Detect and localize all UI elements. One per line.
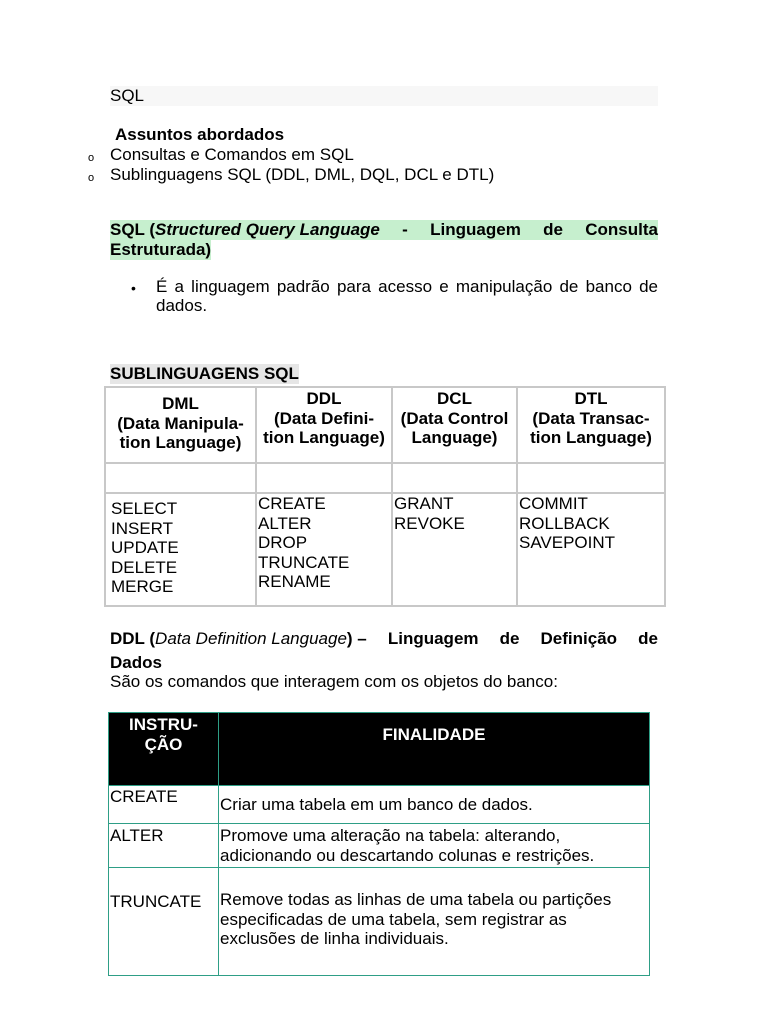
column-header-dml <box>105 387 256 463</box>
column-header-finalidade: FINALIDADE <box>219 713 650 786</box>
column-desc: tion Language) <box>119 433 242 452</box>
list-item: Sublinguagens SQL (DDL, DML, DQL, DCL e DTL) <box>110 165 495 184</box>
ddl-english-name: Data Definition Language <box>155 629 347 648</box>
sublanguages-table <box>104 386 666 607</box>
instr-cell: CREATE <box>109 786 219 824</box>
ddl-commands-cell <box>256 493 392 606</box>
ddl-open-paren: ( <box>149 629 156 648</box>
command-item: DELETE <box>111 557 178 577</box>
command-item: COMMIT <box>519 494 588 513</box>
column-desc: tion Language) <box>530 428 652 447</box>
purpose-line: Remove todas as linhas de uma tabela ou partições <box>220 890 612 909</box>
sql-estruturada: Estruturada) <box>110 240 212 259</box>
purpose-line: Criar uma tabela em um banco de dados. <box>220 795 533 814</box>
sql-term: SQL <box>110 220 145 239</box>
column-header-ddl <box>256 387 392 463</box>
ddl-close-dash: ) – <box>346 629 367 648</box>
ddl-dados: Dados <box>110 653 162 672</box>
ddl-instructions-table <box>108 712 650 976</box>
command-item: RENAME <box>258 572 331 591</box>
command-item: REVOKE <box>394 513 465 533</box>
purpose-line: exclusões de linha individuais. <box>220 929 449 948</box>
ddl-word-de: de <box>638 629 658 648</box>
column-header-dcl <box>392 387 517 463</box>
column-name: DCL <box>437 389 472 408</box>
sql-word-linguagem: Linguagem <box>430 220 521 239</box>
page-title: SQL <box>110 86 658 106</box>
command-item: DROP <box>258 533 308 552</box>
dcl-commands-cell <box>392 493 517 606</box>
ddl-word-definicao: Definição <box>540 629 618 648</box>
table-row <box>109 824 650 868</box>
ddl-heading-lead <box>110 627 367 651</box>
sublanguages-heading: SUBLINGUAGENS SQL <box>110 364 299 383</box>
command-item: MERGE <box>111 577 174 596</box>
command-item: ALTER <box>258 513 312 533</box>
ddl-term: DDL <box>110 629 145 648</box>
instr-cell: TRUNCATE <box>109 868 219 976</box>
command-item: CREATE <box>258 494 326 513</box>
column-header-instrucao <box>109 713 219 786</box>
sql-open-paren: ( <box>149 220 156 239</box>
purpose-cell <box>219 824 650 868</box>
sql-definition-heading <box>110 220 658 260</box>
dtl-commands-cell <box>517 493 665 606</box>
purpose-line: especificadas de uma tabela, sem registrar as <box>220 909 567 929</box>
column-name: DDL <box>306 389 342 408</box>
command-item: TRUNCATE <box>258 552 350 572</box>
purpose-line: Promove uma alteração na tabela: alterando, <box>220 826 561 845</box>
column-desc: (Data Manipula- <box>117 413 244 433</box>
header-text: ÇÃO <box>144 734 183 754</box>
ddl-intro: São os comandos que interagem com os objetos do banco: <box>110 672 558 691</box>
list-bullet: • <box>131 280 136 296</box>
table-row <box>109 786 650 824</box>
instr-cell: ALTER <box>109 824 219 868</box>
column-desc: tion Language) <box>263 428 385 447</box>
column-header-dtl <box>517 387 665 463</box>
column-desc: (Data Transac- <box>532 408 650 428</box>
command-item: SAVEPOINT <box>519 533 616 552</box>
command-item: INSERT <box>111 518 174 538</box>
sql-word-consulta: Consulta <box>585 220 658 239</box>
command-item: GRANT <box>394 494 454 513</box>
sql-english-name: Structured Query Language <box>155 220 380 239</box>
table-row <box>105 463 665 493</box>
table-cell <box>517 463 665 493</box>
table-row <box>105 387 665 463</box>
ddl-heading <box>110 627 658 675</box>
purpose-cell <box>219 868 650 976</box>
table-row <box>109 868 650 976</box>
purpose-cell <box>219 786 650 824</box>
ddl-word-linguagem: Linguagem <box>387 629 479 648</box>
sql-description: É a linguagem padrão para acesso e manipulação de banco de dados. <box>156 277 658 315</box>
table-cell <box>256 463 392 493</box>
header-text: INSTRU- <box>129 715 198 734</box>
dml-commands-cell <box>105 493 256 606</box>
sql-dash: - <box>402 220 408 239</box>
purpose-line: adicionando ou descartando colunas e restrições. <box>220 845 595 865</box>
column-name: DTL <box>574 389 608 408</box>
list-item: Consultas e Comandos em SQL <box>110 145 354 164</box>
command-item: SELECT <box>111 499 178 518</box>
table-header-row <box>109 713 650 786</box>
subjects-heading: Assuntos abordados <box>115 125 285 144</box>
table-row <box>105 493 665 606</box>
table-cell <box>392 463 517 493</box>
column-desc: (Data Defini- <box>273 408 375 428</box>
list-bullet: o <box>88 152 95 164</box>
sql-word-de: de <box>543 220 563 239</box>
ddl-word-de: de <box>499 629 520 648</box>
list-bullet: o <box>88 172 95 184</box>
command-item: ROLLBACK <box>519 513 610 533</box>
column-desc: Language) <box>411 428 498 447</box>
column-desc: (Data Control <box>400 408 509 428</box>
sql-heading-lead <box>110 220 380 240</box>
column-name: DML <box>162 394 199 413</box>
table-cell <box>105 463 256 493</box>
command-item: UPDATE <box>111 538 179 557</box>
